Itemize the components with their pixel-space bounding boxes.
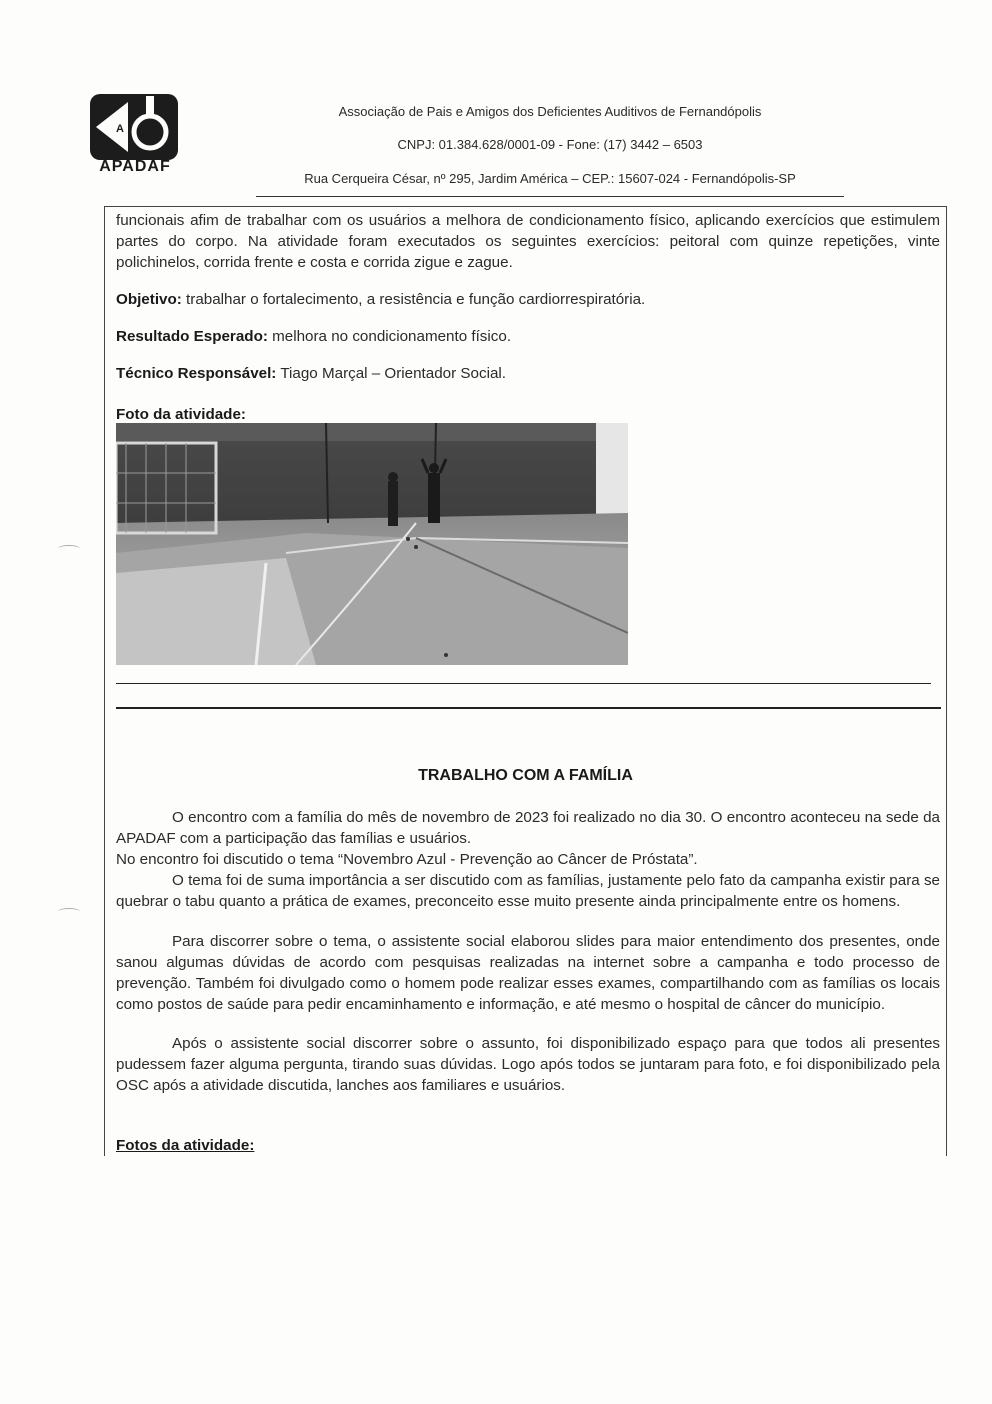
responsible-technician	[116, 363, 940, 384]
activity-intro: funcionais afim de trabalhar com os usuários a melhora de condicionamento físico, aplicando exercícios que estimulem partes do corpo. Na atividade foram executados os seguintes exercícios: peitoral com quinze repetições, vinte polichinelos, corrida frente e costa e corrida zigue e zague.	[116, 212, 940, 271]
cnpj-phone: CNPJ: 01.384.628/0001-09 - Fone: (17) 3442 – 6503	[397, 137, 703, 152]
scan-mark	[58, 545, 80, 552]
objective	[116, 289, 940, 310]
frame-left-border	[104, 206, 105, 1156]
frame-top-border	[104, 206, 947, 207]
family-paragraph: O encontro com a família do mês de novembro de 2023 foi realizado no dia 30. O encontro aconteceu na sede da APADAF com a participação das famílias e usuários.	[116, 809, 940, 847]
result-label: Resultado Esperado:	[116, 328, 268, 345]
tech-text: Tiago Marçal – Orientador Social.	[276, 365, 506, 382]
section-divider	[116, 683, 931, 684]
header-divider	[256, 196, 844, 197]
org-name: Associação de Pais e Amigos dos Deficientes Auditivos de Fernandópolis	[338, 104, 762, 119]
section-divider	[116, 707, 941, 709]
objective-label: Objetivo:	[116, 291, 182, 308]
address: Rua Cerqueira César, nº 295, Jardim América – CEP.: 15607-024 - Fernandópolis-SP	[304, 171, 796, 186]
logo-text: APADAF	[99, 158, 171, 175]
frame-right-border	[946, 206, 947, 1156]
family-paragraph: O tema foi de suma importância a ser discutido com as famílias, justamente pelo fato da campanha existir para se quebrar o tabu quanto a prática de exames, preconceito esse muito presente ainda principalmente entre os homens.	[116, 872, 940, 910]
family-paragraph: No encontro foi discutido o tema “Novembro Azul - Prevenção ao Câncer de Próstata”.	[116, 851, 698, 868]
family-paragraph: Para discorrer sobre o tema, o assistente social elaborou slides para maior entendimento dos presentes, onde sanou algumas dúvidas de acordo com pesquisas realizadas na internet sobre a campanha e todo processo de prevenção. Também foi divulgado como o homem pode realizar esses exames, compartilhando com as famílias os locais como postos de saúde para pedir encaminhamento e informação, e até mesmo o hospital de câncer do município.	[116, 933, 940, 1013]
result-text: melhora no condicionamento físico.	[267, 328, 512, 345]
photo-label: Foto da atividade:	[116, 406, 246, 423]
activity-photo	[116, 423, 628, 665]
family-section-title: TRABALHO COM A FAMÍLIA	[418, 767, 633, 784]
photo-caption	[116, 404, 940, 425]
tech-label: Técnico Responsável:	[116, 365, 277, 382]
scan-mark	[58, 908, 80, 915]
photos-caption	[116, 1135, 940, 1156]
svg-text:A: A	[116, 123, 124, 135]
objective-text: trabalhar o fortalecimento, a resistência e função cardiorrespiratória.	[181, 291, 646, 308]
family-paragraph: Após o assistente social discorrer sobre o assunto, foi disponibilizado espaço para que todos ali presentes pudessem fazer alguma pergunta, tirando suas dúvidas. Logo após todos se juntaram para foto, e foi disponibilizado pela OSC após a atividade discutida, lanches aos familiares e usuários.	[116, 1035, 940, 1094]
expected-result	[116, 326, 940, 347]
photos-label: Fotos da atividade:	[116, 1137, 255, 1154]
